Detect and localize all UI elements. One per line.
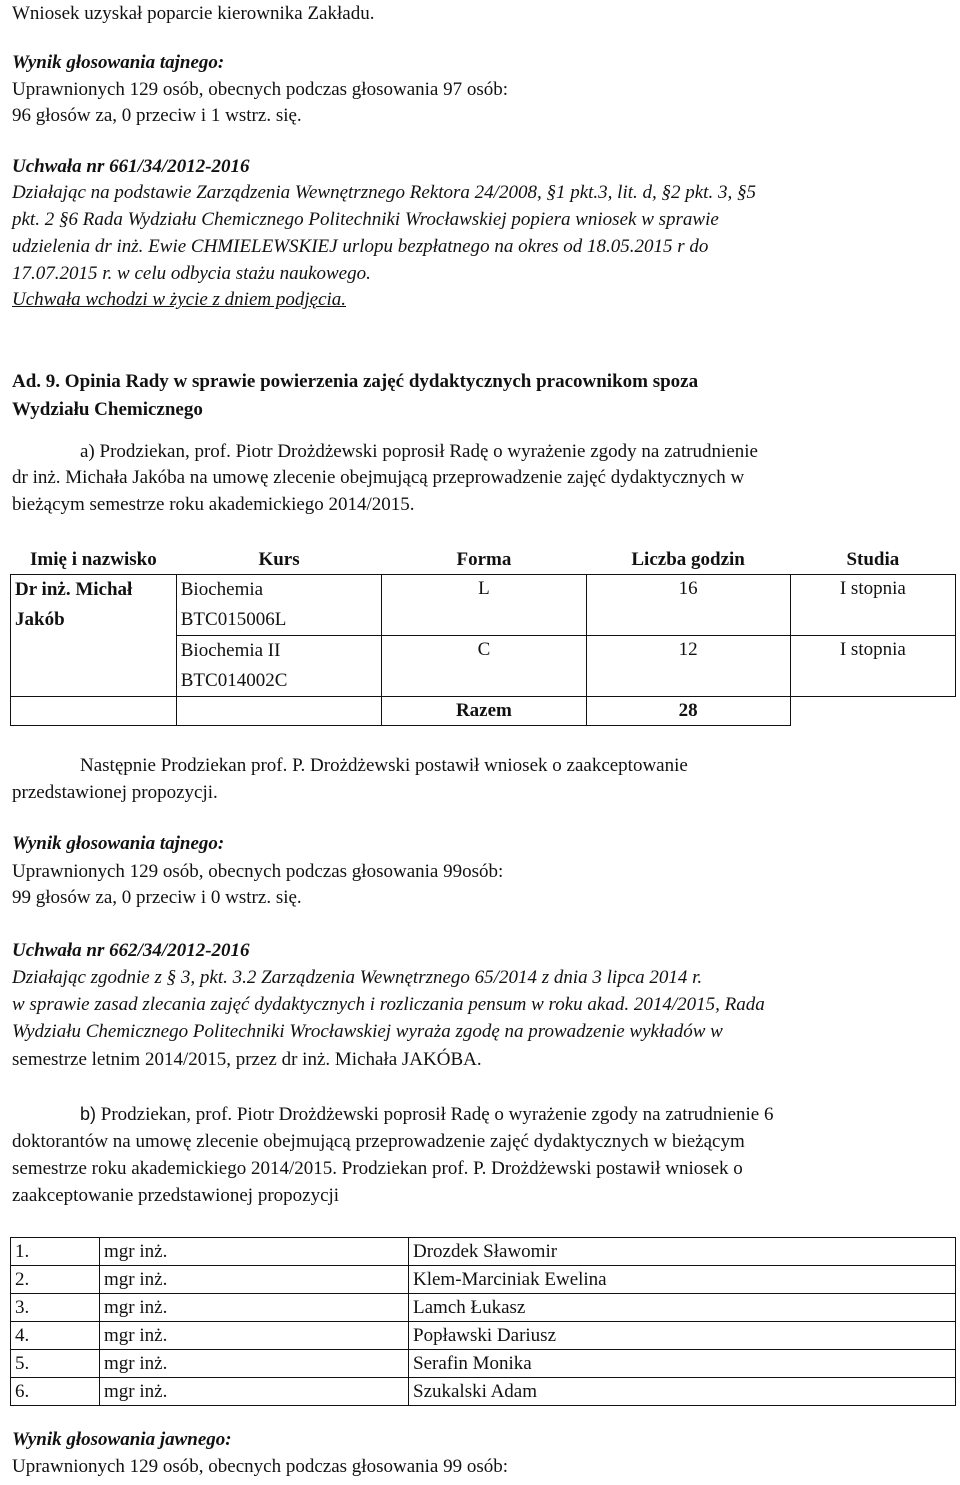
section-b-line2: doktorantów na umowę zlecenie obejmującą przeprowadzenie zajęć dydaktycznych w bieżącym	[12, 1131, 745, 1152]
course-table-header	[11, 546, 956, 575]
resolution-661-title: Uchwała nr 661/34/2012-2016	[12, 156, 250, 177]
row-title: mgr inż.	[100, 1322, 409, 1350]
row-title: mgr inż.	[100, 1238, 409, 1266]
table-total-row	[11, 697, 956, 726]
resolution-662-line3: Wydziału Chemicznego Politechniki Wrocławskiej wyraża zgodę na prowadzenie wykładów w	[12, 1021, 723, 1042]
row-name: Drozdek Sławomir	[409, 1238, 956, 1266]
form-cell: C	[382, 636, 586, 697]
row-number: 6.	[11, 1378, 100, 1406]
course-cell	[176, 575, 382, 636]
level-cell: I stopnia	[790, 575, 955, 636]
course-code: BTC015006L	[180, 609, 287, 630]
table-row	[11, 1378, 956, 1406]
table-row	[11, 575, 956, 636]
total-label: Razem	[382, 697, 586, 726]
header-hours: Liczba godzin	[631, 549, 745, 570]
vote1-title: Wynik głosowania tajnego:	[12, 52, 225, 73]
header-name: Imię i nazwisko	[30, 549, 157, 570]
course-cell	[176, 636, 382, 697]
row-title: mgr inż.	[100, 1350, 409, 1378]
course-name: Biochemia II	[180, 640, 281, 661]
resolution-661-line2: pkt. 2 §6 Rada Wydziału Chemicznego Politechniki Wrocławskiej popiera wniosek w sprawie	[12, 209, 719, 230]
hours-cell: 12	[586, 636, 790, 697]
vote2-title: Wynik głosowania tajnego:	[12, 833, 225, 854]
row-name: Serafin Monika	[409, 1350, 956, 1378]
row-title: mgr inż.	[100, 1266, 409, 1294]
after-table-line2: przedstawionej propozycji.	[12, 782, 218, 803]
hours-cell: 16	[586, 575, 790, 636]
vote2-line1: Uprawnionych 129 osób, obecnych podczas głosowania 99osób:	[12, 861, 504, 882]
table-row	[11, 1322, 956, 1350]
person-cell: Dr inż. Michał Jakób	[11, 575, 177, 697]
agenda-item-9-line1: Ad. 9. Opinia Rady w sprawie powierzenia zajęć dydaktycznych pracownikom spoza	[12, 371, 699, 392]
section-a-line1: a) Prodziekan, prof. Piotr Drożdżewski poprosił Radę o wyrażenie zgody na zatrudnienie	[80, 441, 758, 462]
resolution-662-title: Uchwała nr 662/34/2012-2016	[12, 940, 250, 961]
row-number: 3.	[11, 1294, 100, 1322]
level-cell: I stopnia	[790, 636, 955, 697]
vote2-line2: 99 głosów za, 0 przeciw i 0 wstrz. się.	[12, 887, 302, 908]
total-value: 28	[586, 697, 790, 726]
row-number: 1.	[11, 1238, 100, 1266]
course-code: BTC014002C	[180, 670, 288, 691]
table-row	[11, 1266, 956, 1294]
row-name: Lamch Łukasz	[409, 1294, 956, 1322]
section-a-line2: dr inż. Michała Jakóba na umowę zlecenie obejmującą przeprowadzenie zajęć dydaktycznych w	[12, 467, 745, 488]
row-number: 4.	[11, 1322, 100, 1350]
course-name: Biochemia	[180, 579, 264, 600]
resolution-661-line4: 17.07.2015 r. w celu odbycia stażu naukowego.	[12, 263, 371, 284]
table-row	[11, 1294, 956, 1322]
row-name: Popławski Dariusz	[409, 1322, 956, 1350]
header-level: Studia	[846, 549, 900, 570]
table-row	[11, 1238, 956, 1266]
row-title: mgr inż.	[100, 1294, 409, 1322]
empty-cell	[176, 697, 382, 726]
row-title: mgr inż.	[100, 1378, 409, 1406]
vote1-line2: 96 głosów za, 0 przeciw i 1 wstrz. się.	[12, 105, 302, 126]
header-course: Kurs	[258, 549, 300, 570]
row-name: Klem-Marciniak Ewelina	[409, 1266, 956, 1294]
doctoral-students-table	[10, 1237, 956, 1406]
section-b-label: b)	[80, 1104, 97, 1124]
resolution-661-line1: Działając na podstawie Zarządzenia Wewnętrznego Rektora 24/2008, §1 pkt.3, lit. d, §2 pkt. 3, §5	[12, 182, 756, 203]
empty-cell	[11, 697, 177, 726]
row-number: 2.	[11, 1266, 100, 1294]
vote3-line1: Uprawnionych 129 osób, obecnych podczas głosowania 99 osób:	[12, 1456, 509, 1477]
header-form: Forma	[456, 549, 512, 570]
row-number: 5.	[11, 1350, 100, 1378]
section-b-line3: semestrze roku akademickiego 2014/2015. Prodziekan prof. P. Drożdżewski postawił wniosek o	[12, 1158, 743, 1179]
course-table	[10, 546, 956, 726]
section-a-line3: bieżącym semestrze roku akademickiego 2014/2015.	[12, 494, 415, 515]
resolution-661-line3: udzielenia dr inż. Ewie CHMIELEWSKIEJ urlopu bezpłatnego na okres od 18.05.2015 r do	[12, 236, 709, 257]
resolution-662-line4: semestrze letnim 2014/2015, przez dr inż. Michała JAKÓBA.	[12, 1049, 482, 1070]
section-b-line1	[80, 1102, 773, 1127]
resolution-661-effective: Uchwała wchodzi w życie z dniem podjęcia.	[12, 289, 347, 310]
table-row	[11, 1350, 956, 1378]
after-table-line1: Następnie Prodziekan prof. P. Drożdżewski postawił wniosek o zaakceptowanie	[80, 755, 688, 776]
row-name: Szukalski Adam	[409, 1378, 956, 1406]
vote3-title: Wynik głosowania jawnego:	[12, 1429, 232, 1450]
form-cell: L	[382, 575, 586, 636]
agenda-item-9-line2: Wydziału Chemicznego	[12, 399, 203, 420]
section-b-line4: zaakceptowanie przedstawionej propozycji	[12, 1185, 340, 1206]
empty-cell	[790, 697, 955, 726]
resolution-662-line2: w sprawie zasad zlecania zajęć dydaktycznych i rozliczania pensum w roku akad. 2014/2015, Rada	[12, 994, 765, 1015]
top-line: Wniosek uzyskał poparcie kierownika Zakładu.	[12, 3, 375, 24]
vote1-line1: Uprawnionych 129 osób, obecnych podczas głosowania 97 osób:	[12, 79, 509, 100]
resolution-662-line1: Działając zgodnie z § 3, pkt. 3.2 Zarządzenia Wewnętrznego 65/2014 z dnia 3 lipca 2014 r.	[12, 967, 703, 988]
section-b-text: Prodziekan, prof. Piotr Drożdżewski poprosił Radę o wyrażenie zgody na zatrudnienie 6	[100, 1104, 774, 1125]
